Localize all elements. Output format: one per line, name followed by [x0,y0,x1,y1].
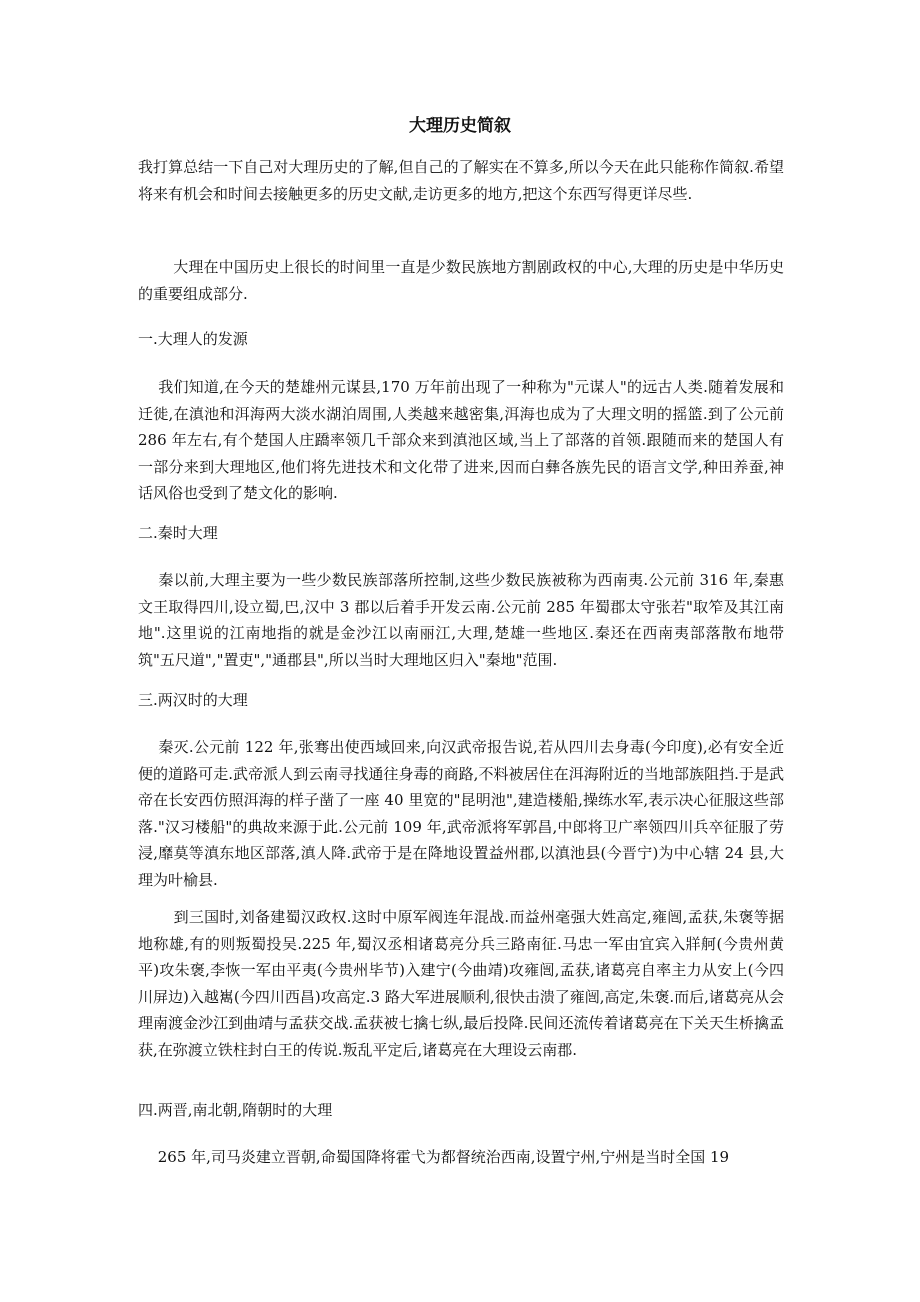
document-title: 大理历史简叙 [409,116,511,136]
section-2-heading: 二.秦时大理 [138,524,218,542]
intro-paragraph: 我打算总结一下自己对大理历史的了解,但自己的了解实在不算多,所以今天在此只能称作简叙.希望将来有机会和时间去接触更多的历史文献,走访更多的地方,把这个东西写得更详尽些. [138,158,784,203]
section-1-heading: 一.大理人的发源 [138,330,248,348]
section-3-heading: 三.两汉时的大理 [138,691,248,709]
section-3-paragraph-2: 到三国时,刘备建蜀汉政权.这时中原军阀连年混战.而益州毫强大姓高定,雍闿,孟获,朱褒等据地称雄,有的则叛蜀投吴.225 年,蜀汉丞相诸葛亮分兵三路南征.马忠一军由宜宾入牂舸(今贵州黄平)攻朱褒,李恢一军由平夷(今贵州毕节)入建宁(今曲靖)攻雍闿,孟获,诸葛亮自率主力从安上(今四川屏边)入越嶲(今四川西昌)攻高定.3 路大军进展顺利,很快击溃了雍闿,高定,朱褒.而后,诸葛亮从会理南渡金沙江到曲靖与孟获交战.孟获被七擒七纵,最后投降.民间还流传着诸葛亮在下关天生桥擒孟获,在弥渡立铁柱封白王的传说.叛乱平定后,诸葛亮在大理设云南郡. [138,908,784,1059]
lead-paragraph: 大理在中国历史上很长的时间里一直是少数民族地方割剧政权的中心,大理的历史是中华历史的重要组成部分. [138,258,784,303]
section-3-paragraph-1: 秦灭.公元前 122 年,张骞出使西域回来,向汉武帝报告说,若从四川去身毒(今印度),必有安全近便的道路可走.武帝派人到云南寻找通往身毒的商路,不料被居住在洱海附近的当地部族阻挡.于是武帝在长安西仿照洱海的样子凿了一座 40 里宽的"昆明池",建造楼船,操练水军,表示决心征服这些部落."汉习楼船"的典故来源于此.公元前 109 年,武帝派将军郭昌,中郎将卫广率领四川兵卒征服了劳浸,靡莫等滇东地区部落,滇人降.武帝于是在降地设置益州郡,以滇池县(今晋宁)为中心辖 24 县,大理为叶榆县. [138,738,784,889]
section-2-paragraph: 秦以前,大理主要为一些少数民族部落所控制,这些少数民族被称为西南夷.公元前 316 年,秦惠文王取得四川,设立蜀,巴,汉中 3 郡以后着手开发云南.公元前 285 年蜀郡太守张若"取笮及其江南地".这里说的江南地指的就是金沙江以南丽江,大理,楚雄一些地区.秦还在西南夷部落散布地带筑"五尺道","置吏","通郡县",所以当时大理地区归入"秦地"范围. [138,571,784,669]
section-1-paragraph: 我们知道,在今天的楚雄州元谋县,170 万年前出现了一种称为"元谋人"的远古人类.随着发展和迁徙,在滇池和洱海两大淡水湖泊周围,人类越来越密集,洱海也成为了大理文明的摇篮.到了公元前 286 年左右,有个楚国人庄蹻率领几千部众来到滇池区域,当上了部落的首领.跟随而来的楚国人有一部分来到大理地区,他们将先进技术和文化带了进来,因而白彝各族先民的语言文学,种田养蚕,神话风俗也受到了楚文化的影响. [138,378,784,502]
section-4-heading: 四.两晋,南北朝,隋朝时的大理 [138,1101,333,1119]
section-4-paragraph: 265 年,司马炎建立晋朝,命蜀国降将霍弋为都督统治西南,设置宁州,宁州是当时全国 19 [138,1148,730,1166]
